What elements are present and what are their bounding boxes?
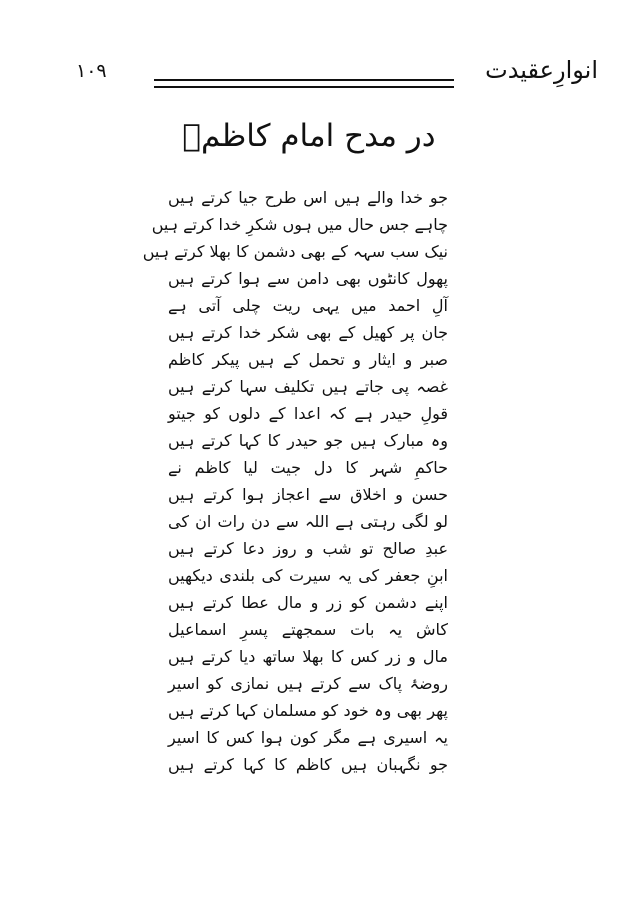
verse-line: مال و زر کس کا بھلا ساتھ دیا کرتے ہیں — [168, 647, 448, 666]
verse-line: غصہ پی جاتے ہیں تکلیف سہا کرتے ہیں — [168, 377, 448, 396]
verse-line: جو نگہبان ہیں کاظم کا کہا کرتے ہیں — [168, 755, 448, 774]
verse-line: اپنے دشمن کو زر و مال عطا کرتے ہیں — [168, 593, 448, 612]
poem-verses — [142, 184, 448, 778]
header-rule-top — [154, 79, 454, 81]
verse-line: پھول کانٹوں بھی دامن سے ہوا کرتے ہیں — [168, 269, 448, 288]
page-number: ۱۰۹ — [76, 60, 107, 82]
verse-line: جان پر کھیل کے بھی شکر خدا کرتے ہیں — [168, 323, 448, 342]
verse-line: حاکمِ شہر کا دل جیت لیا کاظم نے — [168, 458, 448, 477]
verse-line: قولِ حیدر ہے کہ اعدا کے دلوں کو جیتو — [168, 404, 448, 423]
verse-line: ابنِ جعفر کی یہ سیرت کی بلندی دیکھیں — [168, 566, 448, 585]
verse-line: لو لگی رہتی ہے اللہ سے دن رات ان کی — [168, 512, 448, 531]
verse-line: کاش یہ بات سمجھتے پسرِ اسماعیل — [168, 620, 448, 639]
poem-title: در مدح امام کاظمؑ — [182, 118, 436, 154]
verse-line: صبر و ایثار و تحمل کے ہیں پیکر کاظم — [168, 350, 448, 369]
verse-line: روضۂ پاک سے کرتے ہیں نمازی کو اسیر — [168, 674, 448, 693]
verse-line: یہ اسیری ہے مگر کون ہوا کس کا اسیر — [168, 728, 448, 747]
verse-line: نیک سب سہہ کے بھی دشمن کا بھلا کرتے ہیں — [142, 242, 448, 261]
verse-line: وہ مبارک ہیں جو حیدر کا کہا کرتے ہیں — [168, 431, 448, 450]
verse-line: چاہے جس حال میں ہوں شکرِ خدا کرتے ہیں — [151, 215, 448, 234]
header-rule-bottom — [154, 86, 454, 88]
verse-line: جو خدا والے ہیں اس طرح جیا کرتے ہیں — [168, 188, 448, 207]
verse-line: آلِ احمد میں یہی ریت چلی آتی ہے — [168, 296, 448, 315]
book-title: انوارِعقیدت — [485, 56, 598, 84]
verse-line: عبدِ صالح تو شب و روز دعا کرتے ہیں — [168, 539, 448, 558]
verse-line: پھر بھی وہ خود کو مسلمان کہا کرتے ہیں — [168, 701, 448, 720]
verse-line: حسن و اخلاق سے اعجاز ہوا کرتے ہیں — [168, 485, 448, 504]
